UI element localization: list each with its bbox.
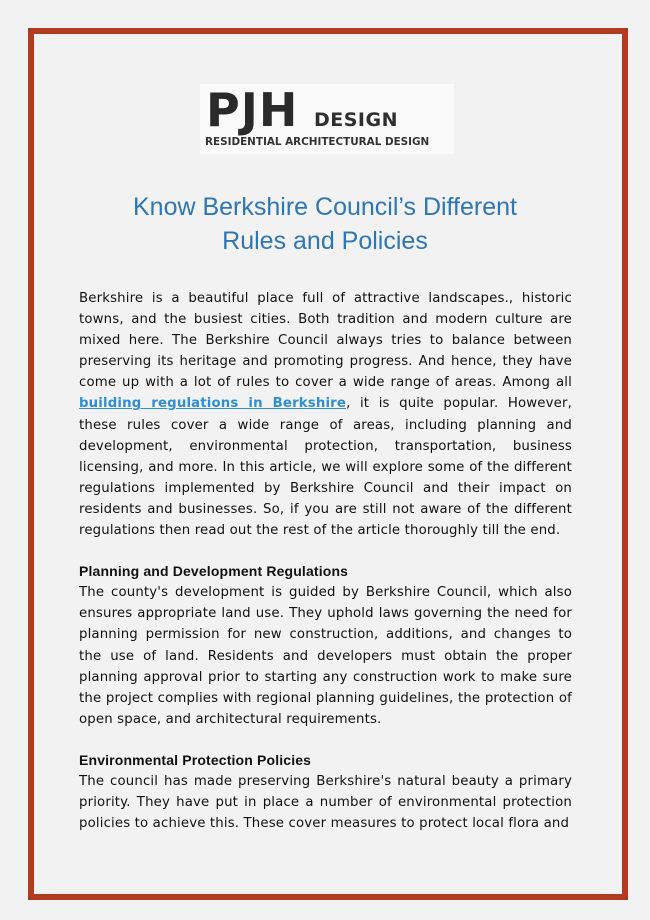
title-line-2: Rules and Policies (222, 227, 428, 255)
page-title (80, 190, 570, 258)
building-regulations-link[interactable]: building regulations in Berkshire (79, 396, 347, 412)
intro-text-after: , it is quite popular. However, these rules cover a wide range of areas, including planning and development, environmental protection, transportation, business licensing, and more. In this article, we will explore some of the different regulations implemented by Berkshire Council and their impact on residents and businesses. So, if you are still not aware of the different regulations then read out the rest of the article thoroughly till the end. (79, 396, 572, 539)
intro-paragraph (79, 288, 572, 541)
article-body (79, 288, 572, 834)
section-heading-planning: Planning and Development Regulations (79, 563, 349, 580)
logo-tagline: RESIDENTIAL ARCHITECTURAL DESIGN (205, 136, 430, 148)
spacer (79, 730, 572, 750)
logo-mark: PJH (206, 83, 299, 137)
section-text-environmental: The council has made preserving Berkshire's natural beauty a primary priority. They have put in place a number of environmental protection policies to achieve this. These cover measures to protect local flora and (79, 773, 572, 832)
title-line-1: Know Berkshire Council’s Different (133, 193, 517, 221)
intro-text-before: Berkshire is a beautiful place full of attractive landscapes., historic towns, and the busiest cities. Both tradition and modern culture are mixed here. The Berkshire Council always tries to balance between preserving its heritage and promoting progress. And hence, they have come up with a lot of rules to cover a wide range of areas. Among all (79, 291, 572, 391)
logo-word: DESIGN (314, 109, 399, 131)
section-text-planning: The county's development is guided by Berkshire Council, which also ensures appropriate land use. They uphold laws governing the need for planning permission for new construction, additions, and changes to the use of land. Residents and developers must obtain the proper planning approval prior to starting any construction work to make sure the project complies with regional planning guidelines, the protection of open space, and architectural requirements. (79, 585, 572, 727)
spacer (79, 541, 572, 561)
section-heading-environmental: Environmental Protection Policies (79, 751, 312, 768)
pjh-design-logo (200, 84, 454, 154)
